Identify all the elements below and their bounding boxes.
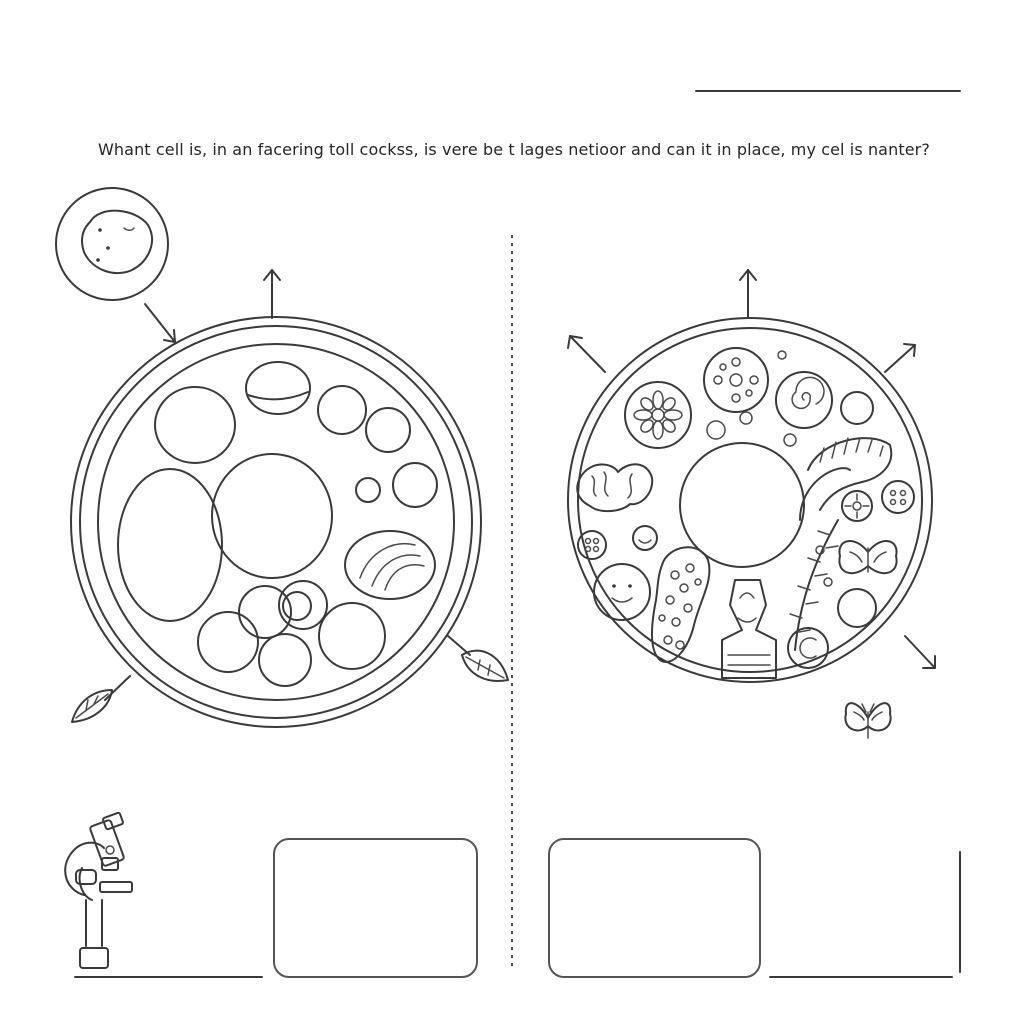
butterfly-organelle-icon bbox=[839, 541, 896, 573]
smiley-organelle-icon bbox=[633, 526, 657, 550]
dots-organelle-icon bbox=[882, 481, 914, 513]
ribbon-organelle-icon bbox=[577, 464, 652, 511]
wheel-organelle-icon bbox=[704, 348, 768, 412]
left-cell-diagram bbox=[71, 270, 481, 727]
vase-organelle-icon bbox=[722, 580, 776, 678]
flower-small-icon bbox=[842, 491, 872, 521]
leaf-icon bbox=[448, 636, 508, 681]
chloroplast-icon bbox=[345, 531, 435, 599]
spiral-organelle-icon bbox=[776, 372, 832, 428]
pointer-arrow-icon bbox=[145, 304, 175, 342]
butterfly-icon bbox=[845, 703, 890, 738]
golgi-organelle-icon bbox=[800, 438, 891, 520]
microscope-icon bbox=[65, 812, 132, 968]
mitochondrion-icon bbox=[652, 547, 709, 662]
dot-organelle-icon bbox=[578, 531, 606, 559]
leaf-icon bbox=[72, 676, 130, 722]
worksheet-prompt: Whant cell is, in an facering toll cockss, is vere be t lages netioor and can it in place, my cel is nanter? bbox=[98, 140, 930, 159]
right-cell-diagram bbox=[568, 270, 935, 682]
flower-organelle-icon bbox=[625, 382, 691, 448]
cell-thumbnail-icon bbox=[56, 188, 168, 300]
face-organelle-icon bbox=[594, 564, 650, 620]
